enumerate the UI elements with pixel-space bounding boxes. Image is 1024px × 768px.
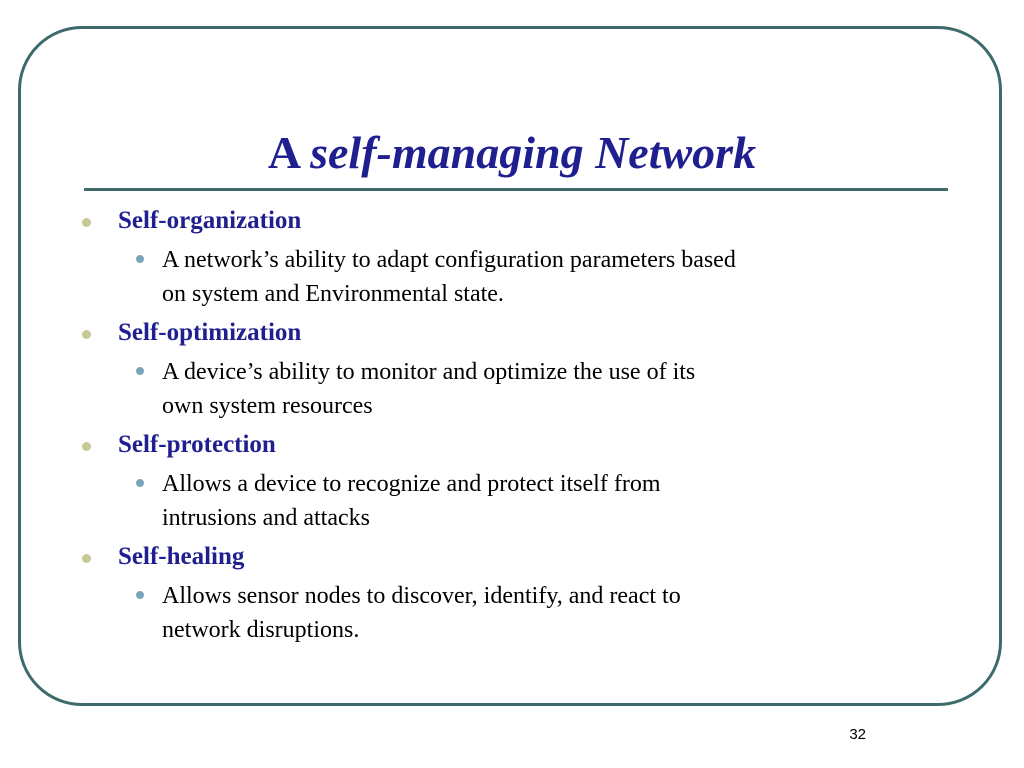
sub-bullet [124, 579, 932, 647]
bullet-dot-icon [82, 218, 91, 227]
bullet-self-healing [80, 539, 940, 575]
sub-bullet-line: own system resources [162, 393, 373, 419]
sub-bullet-line: intrusions and attacks [162, 505, 370, 531]
bullet-heading: Self-protection [118, 431, 276, 458]
slide-number: 32 [849, 726, 866, 743]
sub-bullet [124, 355, 932, 423]
title-divider [84, 188, 948, 191]
bullet-dot-icon [82, 554, 91, 563]
slide-title [0, 122, 1024, 184]
sub-bullet-line: Allows a device to recognize and protect itself from [162, 471, 661, 497]
bullet-heading: Self-healing [118, 543, 245, 570]
title-italic: self-managing Network [310, 127, 757, 178]
sub-bullet-dot-icon [136, 367, 144, 375]
sub-bullet [124, 243, 932, 311]
sub-bullet-line: network disruptions. [162, 617, 360, 643]
sub-bullet-dot-icon [136, 479, 144, 487]
bullet-self-organization [80, 203, 940, 239]
sub-bullet-line: Allows sensor nodes to discover, identify, and react to [162, 583, 681, 609]
bullet-list [80, 203, 940, 651]
bullet-dot-icon [82, 330, 91, 339]
bullet-heading: Self-organization [118, 207, 302, 234]
bullet-dot-icon [82, 442, 91, 451]
bullet-self-protection [80, 427, 940, 463]
sub-bullet-line: A network’s ability to adapt configuration parameters based [162, 247, 736, 273]
sub-bullet [124, 467, 932, 535]
sub-bullet-dot-icon [136, 255, 144, 263]
title-prefix: A [267, 127, 299, 178]
bullet-self-optimization [80, 315, 940, 351]
sub-bullet-line: on system and Environmental state. [162, 281, 504, 307]
sub-bullet-dot-icon [136, 591, 144, 599]
bullet-heading: Self-optimization [118, 319, 302, 346]
sub-bullet-line: A device’s ability to monitor and optimize the use of its [162, 359, 696, 385]
